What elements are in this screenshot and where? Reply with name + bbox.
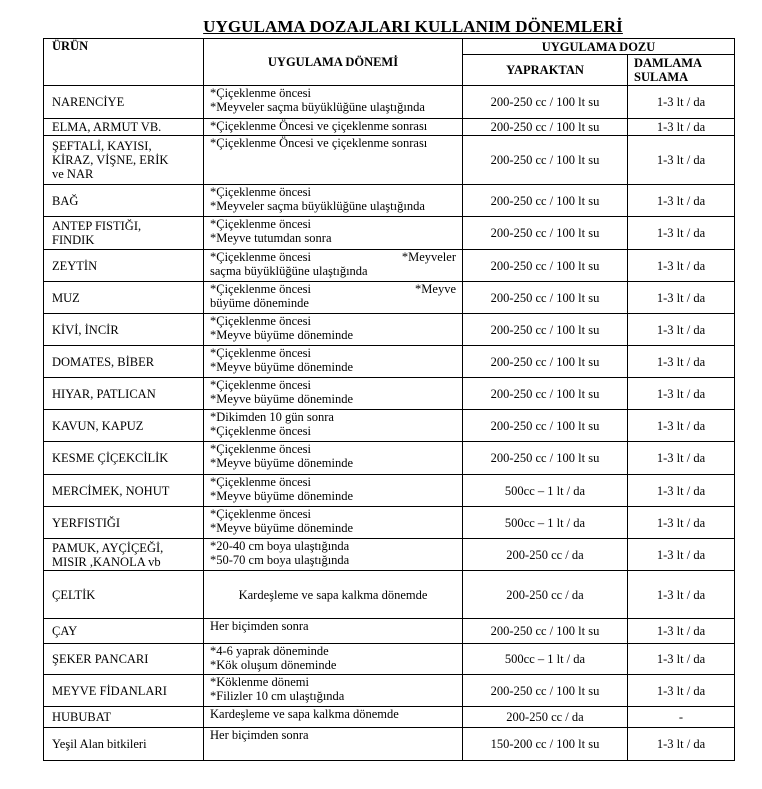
table-row bbox=[44, 250, 735, 282]
cell-urun bbox=[44, 707, 204, 728]
donem-line: Her biçimden sonra bbox=[210, 728, 309, 742]
cell-yapraktan: 200-250 cc / 100 lt su bbox=[463, 185, 628, 217]
cell-damlama-sulama: 1-3 lt / da bbox=[628, 250, 735, 282]
urun-line: MUZ bbox=[52, 290, 80, 305]
donem-line: *Meyve büyüme döneminde bbox=[210, 521, 354, 535]
donem-line: *Çiçeklenme öncesi bbox=[210, 507, 312, 521]
donem-line: *Çiçeklenme Öncesi ve çiçeklenme sonrası bbox=[210, 136, 428, 150]
table-row bbox=[44, 539, 735, 571]
donem-line: *Meyve büyüme döneminde bbox=[210, 489, 354, 503]
cell-yapraktan: 500cc – 1 lt / da bbox=[463, 507, 628, 539]
table-row bbox=[44, 707, 735, 728]
cell-damlama-sulama: 1-3 lt / da bbox=[628, 86, 735, 119]
donem-line: *Meyve büyüme döneminde bbox=[210, 328, 354, 342]
donem-line: *Meyve tutumdan sonra bbox=[210, 231, 332, 245]
cell-yapraktan: 200-250 cc / 100 lt su bbox=[463, 410, 628, 442]
table-row bbox=[44, 378, 735, 410]
cell-uygulama-donemi bbox=[204, 86, 463, 119]
cell-uygulama-donemi bbox=[204, 507, 463, 539]
urun-line: ZEYTİN bbox=[52, 258, 98, 273]
cell-damlama-sulama: 1-3 lt / da bbox=[628, 185, 735, 217]
cell-yapraktan: 150-200 cc / 100 lt su bbox=[463, 728, 628, 761]
cell-yapraktan: 500cc – 1 lt / da bbox=[463, 644, 628, 675]
urun-line: KAVUN, KAPUZ bbox=[52, 418, 144, 433]
donem-line: *Meyve büyüme döneminde bbox=[210, 456, 354, 470]
donem-line: *Çiçeklenme öncesi bbox=[210, 424, 312, 438]
cell-damlama-sulama: 1-3 lt / da bbox=[628, 314, 735, 346]
header-damlama-sulama bbox=[628, 55, 735, 86]
cell-uygulama-donemi bbox=[204, 644, 463, 675]
donem-line: *Meyveler saçma büyüklüğüne ulaştığında bbox=[210, 199, 425, 213]
table-row bbox=[44, 410, 735, 442]
cell-urun bbox=[44, 136, 204, 185]
table-row bbox=[44, 619, 735, 644]
donem-line: *Çiçeklenme öncesi bbox=[210, 86, 312, 100]
cell-urun bbox=[44, 119, 204, 136]
table-body bbox=[44, 86, 735, 761]
cell-yapraktan: 200-250 cc / da bbox=[463, 539, 628, 571]
donem-line: *Dikimden 10 gün sonra bbox=[210, 410, 334, 424]
cell-urun bbox=[44, 571, 204, 619]
urun-line: FINDIK bbox=[52, 233, 95, 247]
urun-line: KİRAZ, VİŞNE, ERİK bbox=[52, 153, 169, 167]
donem-line: *Filizler 10 cm ulaştığında bbox=[210, 689, 345, 703]
cell-uygulama-donemi bbox=[204, 314, 463, 346]
urun-line: DOMATES, BİBER bbox=[52, 354, 155, 369]
urun-line: MERCİMEK, NOHUT bbox=[52, 483, 170, 498]
cell-yapraktan: 200-250 cc / 100 lt su bbox=[463, 619, 628, 644]
cell-damlama-sulama: 1-3 lt / da bbox=[628, 619, 735, 644]
donem-split-part: *Meyve bbox=[415, 282, 456, 296]
cell-yapraktan: 200-250 cc / da bbox=[463, 571, 628, 619]
urun-line: ŞEFTALİ, KAYISI, bbox=[52, 139, 152, 153]
urun-line: HIYAR, PATLICAN bbox=[52, 386, 156, 401]
donem-line: *20-40 cm boya ulaştığında bbox=[210, 539, 350, 553]
cell-urun bbox=[44, 442, 204, 475]
cell-urun bbox=[44, 217, 204, 250]
donem-line: saçma büyüklüğüne ulaştığında bbox=[210, 264, 368, 278]
donem-split-part: *Çiçeklenme öncesi bbox=[210, 250, 312, 264]
table-row bbox=[44, 442, 735, 475]
cell-yapraktan: 200-250 cc / 100 lt su bbox=[463, 119, 628, 136]
table-row bbox=[44, 507, 735, 539]
cell-uygulama-donemi bbox=[204, 675, 463, 707]
cell-uygulama-donemi bbox=[204, 346, 463, 378]
cell-urun bbox=[44, 86, 204, 119]
cell-urun bbox=[44, 539, 204, 571]
table-row bbox=[44, 217, 735, 250]
donem-split-line bbox=[210, 250, 456, 264]
header-sulama-line: SULAMA bbox=[634, 70, 689, 84]
urun-line: BAĞ bbox=[52, 193, 79, 208]
cell-uygulama-donemi bbox=[204, 136, 463, 185]
header-yapraktan: YAPRAKTAN bbox=[463, 55, 628, 86]
table-row bbox=[44, 282, 735, 314]
urun-line: ve NAR bbox=[52, 167, 94, 181]
cell-uygulama-donemi bbox=[204, 728, 463, 761]
cell-urun bbox=[44, 250, 204, 282]
cell-urun bbox=[44, 675, 204, 707]
cell-damlama-sulama: 1-3 lt / da bbox=[628, 728, 735, 761]
cell-yapraktan: 200-250 cc / 100 lt su bbox=[463, 217, 628, 250]
urun-line: ANTEP FISTIĞI, bbox=[52, 219, 142, 233]
table-row bbox=[44, 136, 735, 185]
table-row bbox=[44, 475, 735, 507]
donem-line: *Çiçeklenme Öncesi ve çiçeklenme sonrası bbox=[210, 119, 428, 133]
cell-urun bbox=[44, 378, 204, 410]
cell-uygulama-donemi bbox=[204, 571, 463, 619]
donem-split-part: *Çiçeklenme öncesi bbox=[210, 282, 312, 296]
header-damlama-line: DAMLAMA bbox=[634, 56, 703, 70]
donem-line: *Meyveler saçma büyüklüğüne ulaştığında bbox=[210, 100, 425, 114]
cell-uygulama-donemi bbox=[204, 119, 463, 136]
cell-damlama-sulama: 1-3 lt / da bbox=[628, 475, 735, 507]
cell-uygulama-donemi bbox=[204, 442, 463, 475]
cell-yapraktan: 200-250 cc / 100 lt su bbox=[463, 378, 628, 410]
cell-urun bbox=[44, 644, 204, 675]
cell-damlama-sulama: 1-3 lt / da bbox=[628, 442, 735, 475]
cell-urun bbox=[44, 475, 204, 507]
urun-line: PAMUK, AYÇİÇEĞİ, bbox=[52, 540, 164, 555]
cell-uygulama-donemi bbox=[204, 619, 463, 644]
table-row bbox=[44, 346, 735, 378]
cell-damlama-sulama: 1-3 lt / da bbox=[628, 346, 735, 378]
urun-line: Yeşil Alan bitkileri bbox=[52, 737, 147, 751]
cell-urun bbox=[44, 346, 204, 378]
urun-line: HUBUBAT bbox=[52, 710, 112, 724]
cell-yapraktan: 200-250 cc / 100 lt su bbox=[463, 442, 628, 475]
cell-uygulama-donemi bbox=[204, 217, 463, 250]
table-row bbox=[44, 644, 735, 675]
donem-line: *Çiçeklenme öncesi bbox=[210, 217, 312, 231]
table-row bbox=[44, 314, 735, 346]
cell-uygulama-donemi bbox=[204, 410, 463, 442]
cell-uygulama-donemi bbox=[204, 282, 463, 314]
cell-yapraktan: 200-250 cc / 100 lt su bbox=[463, 86, 628, 119]
cell-urun bbox=[44, 185, 204, 217]
urun-line: KİVİ, İNCİR bbox=[52, 322, 119, 337]
cell-urun bbox=[44, 728, 204, 761]
urun-line: ELMA, ARMUT VB. bbox=[52, 120, 162, 134]
donem-line: büyüme döneminde bbox=[210, 296, 309, 310]
urun-line: ŞEKER PANCARI bbox=[52, 652, 149, 666]
donem-line: *Meyve büyüme döneminde bbox=[210, 360, 354, 374]
cell-damlama-sulama: 1-3 lt / da bbox=[628, 539, 735, 571]
donem-line: *4-6 yaprak döneminde bbox=[210, 644, 329, 658]
urun-line: MISIR ,KANOLA vb bbox=[52, 554, 161, 569]
cell-yapraktan: 200-250 cc / da bbox=[463, 707, 628, 728]
cell-uygulama-donemi bbox=[204, 475, 463, 507]
table-row bbox=[44, 571, 735, 619]
table-row bbox=[44, 728, 735, 761]
cell-yapraktan: 200-250 cc / 100 lt su bbox=[463, 282, 628, 314]
cell-yapraktan: 500cc – 1 lt / da bbox=[463, 475, 628, 507]
cell-uygulama-donemi bbox=[204, 539, 463, 571]
donem-line: *Çiçeklenme öncesi bbox=[210, 475, 312, 489]
urun-line: ÇELTİK bbox=[52, 587, 96, 602]
cell-yapraktan: 200-250 cc / 100 lt su bbox=[463, 136, 628, 185]
cell-damlama-sulama: 1-3 lt / da bbox=[628, 507, 735, 539]
cell-urun bbox=[44, 282, 204, 314]
cell-yapraktan: 200-250 cc / 100 lt su bbox=[463, 250, 628, 282]
cell-damlama-sulama: 1-3 lt / da bbox=[628, 119, 735, 136]
cell-damlama-sulama: 1-3 lt / da bbox=[628, 675, 735, 707]
donem-split-line bbox=[210, 282, 456, 296]
page-title: UYGULAMA DOZAJLARI KULLANIM DÖNEMLERİ bbox=[203, 17, 623, 36]
cell-damlama-sulama: 1-3 lt / da bbox=[628, 378, 735, 410]
cell-yapraktan: 200-250 cc / 100 lt su bbox=[463, 675, 628, 707]
header-uygulama-dozu: UYGULAMA DOZU bbox=[463, 39, 735, 55]
cell-damlama-sulama: 1-3 lt / da bbox=[628, 571, 735, 619]
donem-line: *Çiçeklenme öncesi bbox=[210, 185, 312, 199]
urun-line: ÇAY bbox=[52, 624, 78, 638]
cell-yapraktan: 200-250 cc / 100 lt su bbox=[463, 314, 628, 346]
donem-line: *Kök oluşum döneminde bbox=[210, 658, 337, 672]
donem-line: *Çiçeklenme öncesi bbox=[210, 442, 312, 456]
cell-uygulama-donemi bbox=[204, 185, 463, 217]
cell-urun bbox=[44, 410, 204, 442]
cell-damlama-sulama: 1-3 lt / da bbox=[628, 410, 735, 442]
header-urun: ÜRÜN bbox=[44, 39, 204, 86]
header-uygulama-donemi: UYGULAMA DÖNEMİ bbox=[204, 39, 463, 86]
table-header bbox=[44, 39, 735, 86]
donem-line: Her biçimden sonra bbox=[210, 619, 309, 633]
donem-line: *Çiçeklenme öncesi bbox=[210, 314, 312, 328]
table-row bbox=[44, 185, 735, 217]
cell-damlama-sulama: 1-3 lt / da bbox=[628, 644, 735, 675]
cell-damlama-sulama: 1-3 lt / da bbox=[628, 217, 735, 250]
donem-line: *Çiçeklenme öncesi bbox=[210, 378, 312, 392]
urun-line: YERFISTIĞI bbox=[52, 515, 121, 530]
cell-urun bbox=[44, 314, 204, 346]
donem-line: *Meyve büyüme döneminde bbox=[210, 392, 354, 406]
cell-damlama-sulama: 1-3 lt / da bbox=[628, 136, 735, 185]
urun-line: KESME ÇİÇEKCİLİK bbox=[52, 451, 169, 465]
table-row bbox=[44, 119, 735, 136]
cell-uygulama-donemi bbox=[204, 378, 463, 410]
cell-urun bbox=[44, 619, 204, 644]
donem-line: Kardeşleme ve sapa kalkma dönemde bbox=[210, 707, 399, 721]
dosage-table bbox=[43, 38, 735, 761]
donem-line: *Çiçeklenme öncesi bbox=[210, 346, 312, 360]
table-row bbox=[44, 86, 735, 119]
donem-line: Kardeşleme ve sapa kalkma dönemde bbox=[238, 587, 428, 602]
cell-damlama-sulama: - bbox=[628, 707, 735, 728]
urun-line: MEYVE FİDANLARI bbox=[52, 683, 167, 698]
cell-damlama-sulama: 1-3 lt / da bbox=[628, 282, 735, 314]
donem-line: *50-70 cm boya ulaştığında bbox=[210, 553, 350, 567]
cell-uygulama-donemi bbox=[204, 250, 463, 282]
donem-split-part: *Meyveler bbox=[401, 250, 456, 264]
urun-line: NARENCİYE bbox=[52, 95, 125, 109]
cell-uygulama-donemi bbox=[204, 707, 463, 728]
donem-line: *Köklenme dönemi bbox=[210, 675, 309, 689]
cell-yapraktan: 200-250 cc / 100 lt su bbox=[463, 346, 628, 378]
table-row bbox=[44, 675, 735, 707]
cell-urun bbox=[44, 507, 204, 539]
